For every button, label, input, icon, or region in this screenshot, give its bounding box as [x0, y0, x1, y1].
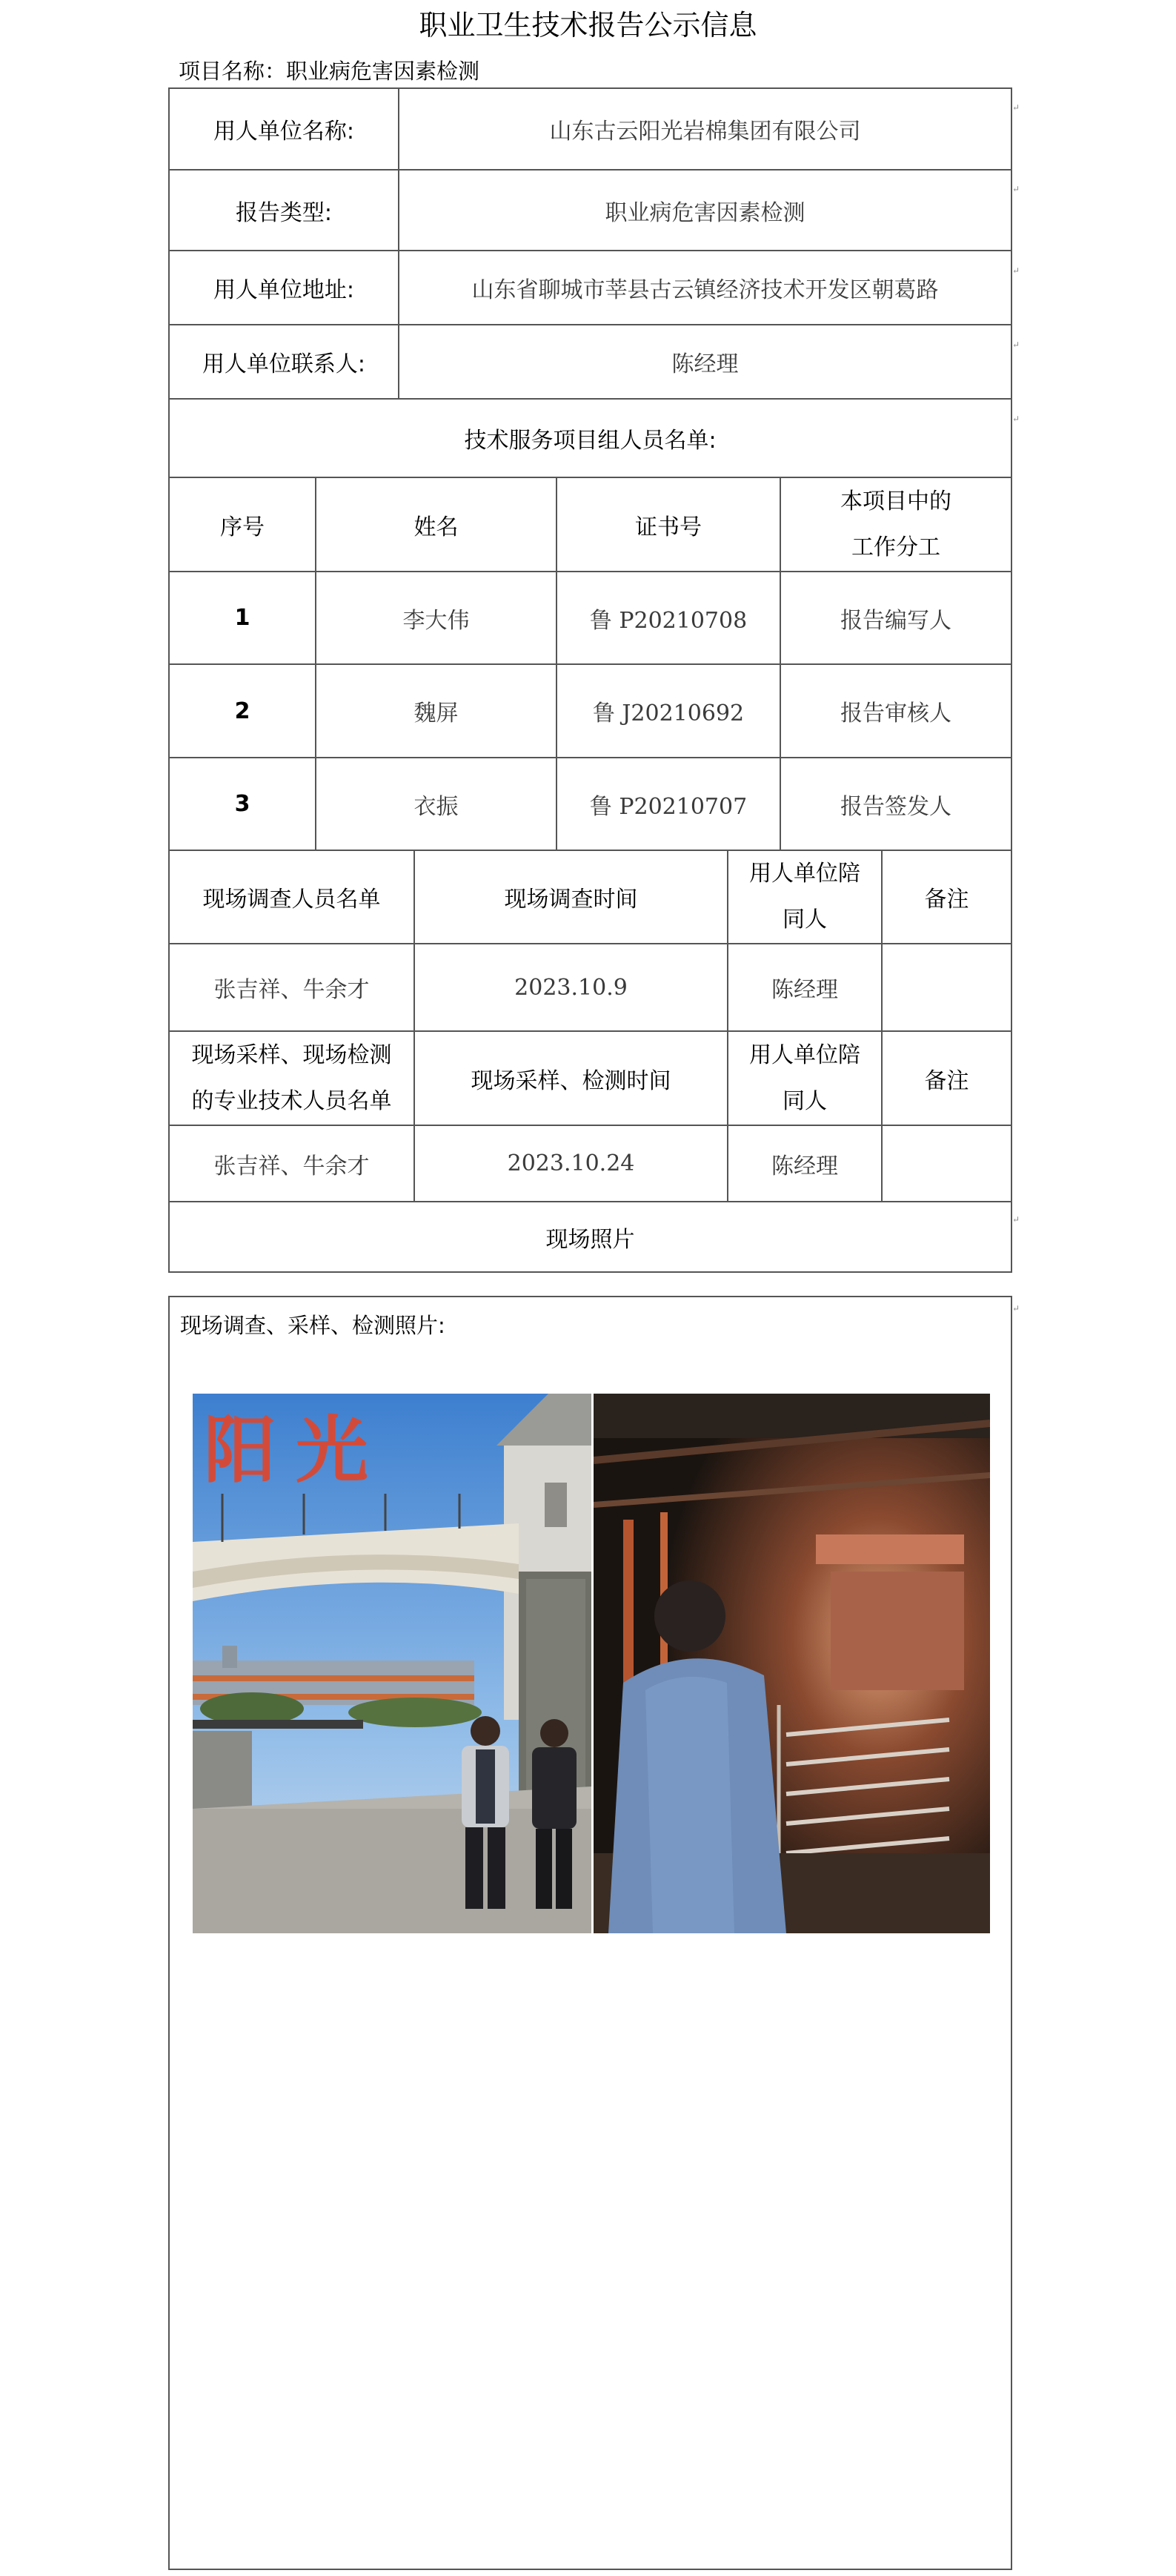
- sampling-header-escort-line1: 用人单位陪: [749, 1042, 860, 1068]
- sampling-header-escort-line2: 同人: [783, 1087, 827, 1114]
- team-header-role-line2: 工作分工: [851, 534, 941, 560]
- member-cert: 鲁 P20210707: [557, 758, 780, 850]
- paragraph-mark: ↵: [1012, 265, 1020, 276]
- gate-photo-image: [193, 1394, 591, 1933]
- unit-contact-label: 用人单位联系人:: [169, 325, 399, 399]
- member-no: 2: [169, 664, 316, 758]
- survey-header-time: 现场调查时间: [414, 850, 728, 944]
- sampling-header-people: [169, 1031, 414, 1125]
- project-name-label: 项目名称：: [179, 59, 287, 84]
- survey-header-escort: [728, 850, 882, 944]
- team-header-role-line1: 本项目中的: [840, 488, 952, 514]
- paragraph-mark: ↵: [1012, 184, 1020, 194]
- survey-header-escort-line1: 用人单位陪: [749, 861, 860, 887]
- paragraph-mark: ↵: [1012, 414, 1020, 424]
- survey-time: 2023.10.9: [414, 944, 728, 1031]
- unit-name-label: 用人单位名称:: [169, 88, 399, 170]
- table-row: [169, 572, 1011, 664]
- member-name: 魏屏: [316, 664, 557, 758]
- member-name: 李大伟: [316, 572, 557, 664]
- factory-interior-image: [594, 1394, 990, 1933]
- paragraph-mark: ↵: [1012, 1303, 1020, 1314]
- team-heading: 技术服务项目组人员名单:: [169, 399, 1011, 477]
- team-table: [168, 398, 1012, 851]
- member-no: 3: [169, 758, 316, 850]
- sampling-header-time: 现场采样、检测时间: [414, 1031, 728, 1125]
- survey-header-people: 现场调查人员名单: [169, 850, 414, 944]
- unit-name-value: 山东古云阳光岩棉集团有限公司: [399, 88, 1011, 170]
- table-row: [169, 758, 1011, 850]
- gate-photo: [193, 1394, 591, 1933]
- member-cert: 鲁 P20210708: [557, 572, 780, 664]
- survey-people: 张吉祥、牛余才: [169, 944, 414, 1031]
- member-role: 报告审核人: [780, 664, 1011, 758]
- sampling-header-people-line2: 的专业技术人员名单: [191, 1087, 392, 1114]
- member-cert: 鲁 J20210692: [557, 664, 780, 758]
- gate-sign-text: 阳光: [204, 1408, 388, 1493]
- sampling-header-people-line1: 现场采样、现场检测: [191, 1042, 392, 1068]
- company-info-table: [168, 87, 1012, 400]
- table-row: [169, 664, 1011, 758]
- team-header-name: 姓名: [316, 477, 557, 572]
- project-name-value: 职业病危害因素检测: [286, 59, 480, 84]
- photos-heading: 现场照片: [169, 1202, 1011, 1272]
- team-header-no: 序号: [169, 477, 316, 572]
- survey-note: [882, 944, 1011, 1031]
- member-name: 衣振: [316, 758, 557, 850]
- photo-section: [168, 1296, 1012, 2570]
- team-header-cert: 证书号: [557, 477, 780, 572]
- sampling-header-escort: [728, 1031, 882, 1125]
- page-title: 职业卫生技术报告公示信息: [419, 9, 757, 42]
- paragraph-mark: ↵: [1012, 102, 1020, 113]
- report-type-value: 职业病危害因素检测: [399, 170, 1011, 251]
- paragraph-mark: ↵: [1012, 1214, 1020, 1225]
- unit-address-label: 用人单位地址:: [169, 251, 399, 325]
- factory-interior-photo: [594, 1394, 990, 1933]
- sampling-escort: 陈经理: [728, 1125, 882, 1202]
- unit-contact-value: 陈经理: [399, 325, 1011, 399]
- unit-address-value: 山东省聊城市莘县古云镇经济技术开发区朝葛路: [399, 251, 1011, 325]
- sampling-note: [882, 1125, 1011, 1202]
- sampling-people: 张吉祥、牛余才: [169, 1125, 414, 1202]
- member-role: 报告签发人: [780, 758, 1011, 850]
- sampling-time: 2023.10.24: [414, 1125, 728, 1202]
- survey-header-note: 备注: [882, 850, 1011, 944]
- survey-escort: 陈经理: [728, 944, 882, 1031]
- report-type-label: 报告类型:: [169, 170, 399, 251]
- paragraph-mark: ↵: [1012, 340, 1020, 350]
- project-name-line: [179, 55, 479, 87]
- survey-table: [168, 850, 1012, 1273]
- member-no: 1: [169, 572, 316, 664]
- survey-header-escort-line2: 同人: [783, 907, 827, 933]
- sampling-header-note: 备注: [882, 1031, 1011, 1125]
- team-header-role: [780, 477, 1011, 572]
- photo-section-label: 现场调查、采样、检测照片:: [180, 1313, 445, 1338]
- member-role: 报告编写人: [780, 572, 1011, 664]
